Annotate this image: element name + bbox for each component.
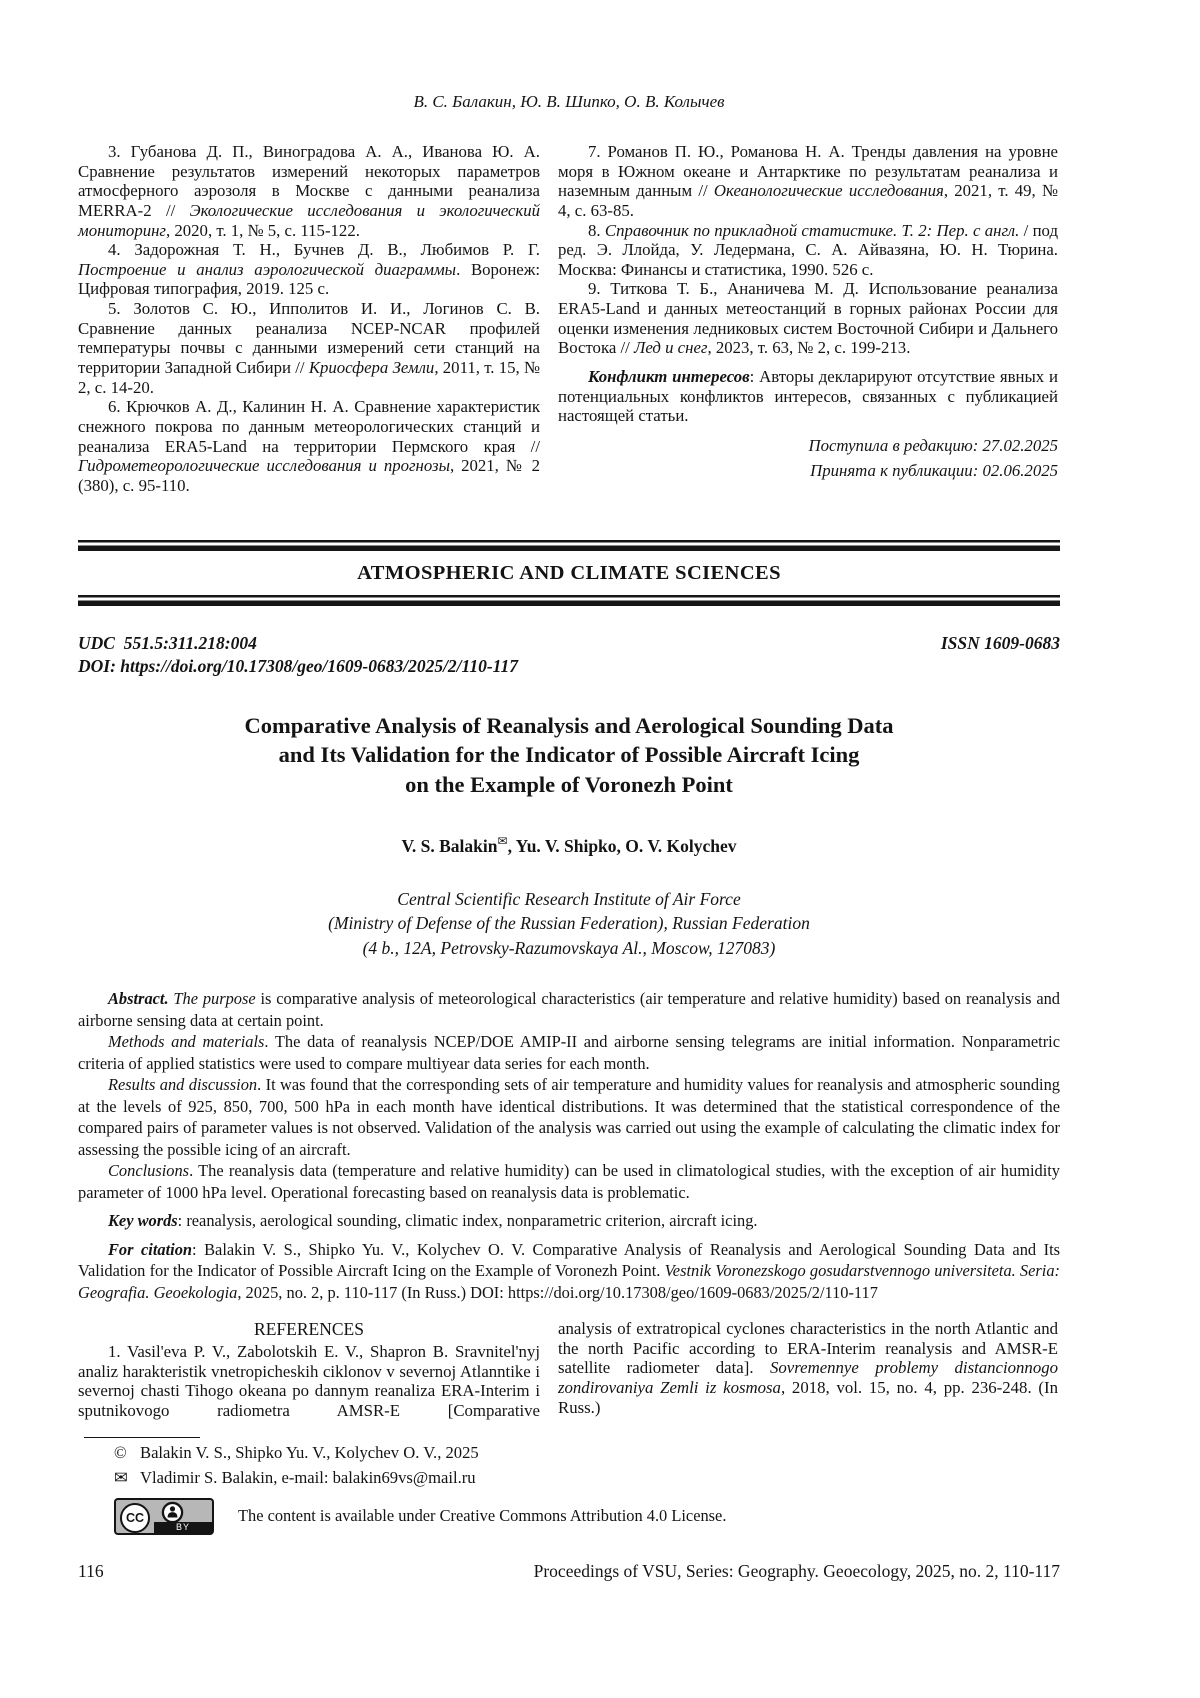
reference-item-ru-7: 7. Романов П. Ю., Романова Н. А. Тренды давления на уровне моря в Южном океане и Антарктике по результатам реанализа и наземным данным // Океанологические исследования, 2021, т. 49, № 4, с. 63-85. — [558, 142, 1058, 220]
reference-item-ru-3: 3. Губанова Д. П., Виноградова А. А., Иванова Ю. А. Сравнение результатов измерений некоторых параметров атмосферного аэрозоля в Москве с данными реанализа MERRA-2 // Экологические исследования и экологический мониторинг, 2020, т. 1, № 5, с. 115-122. — [78, 142, 540, 240]
issn-label: ISSN 1609-0683 — [940, 632, 1060, 653]
affiliation-line-2: (Ministry of Defense of the Russian Federation), Russian Federation — [328, 913, 810, 934]
abstract-purpose: Abstract. The purpose is comparative analysis of meteorological characteristics (air temperature and relative humidity) based on reanalysis and airborne sensing data at certain point. — [78, 989, 1061, 1030]
reference-item-en-1-part-1: 1. Vasil'eva P. V., Zabolotskih E. V., Shapron B. Sravnitel'nyj analiz harakteristik vnetropicheskih ciklonov v severnoj Atlanntike i severnoj chasti Tihogo okeana po dannym reanaliza ERA-Interim i sputnikovogo radiometra AMSR-E [Comparative — [78, 1342, 540, 1421]
copyright-text: Balakin V. S., Shipko Yu. V., Kolychev O. V., 2025 — [140, 1442, 479, 1462]
udc-label: UDC 551.5:311.218:004 — [78, 632, 257, 653]
reference-item-ru-6: 6. Крючков А. Д., Калинин Н. А. Сравнение характеристик снежного покрова по данным метеорологических станций и реанализа ERA5-Land на территории Пермского края // Гидрометеорологические исследования и прогнозы, 2021, № 2 (380), с. 95-110. — [78, 397, 540, 495]
affiliation — [78, 887, 1060, 961]
references-ru-left-column — [78, 142, 540, 496]
section-banner-title: ATMOSPHERIC AND CLIMATE SCIENCES — [357, 561, 781, 584]
contact-line — [114, 1468, 1060, 1488]
journal-page — [78, 0, 1060, 1582]
footnote-rule — [84, 1437, 200, 1438]
accepted-date: Принята к публикации: 02.06.2025 — [810, 460, 1058, 480]
license-text: The content is available under Creative Commons Attribution 4.0 License. — [238, 1506, 727, 1526]
authors-rest: , Yu. V. Shipko, O. V. Kolychev — [507, 835, 737, 856]
affiliation-line-3: (4 b., 12A, Petrovsky-Razumovskaya Al., Moscow, 127083) — [362, 937, 776, 958]
article-title-line-2: and Its Validation for the Indicator of Possible Aircraft Icing — [278, 742, 860, 768]
doi-label: DOI: https://doi.org/10.17308/geo/1609-0683/2025/2/110-117 — [78, 656, 518, 677]
references-ru-right-column — [558, 142, 1058, 496]
envelope-icon: ✉ — [497, 833, 508, 848]
abstract-results: Results and discussion. It was found that the corresponding sets of air temperature and humidity values for reanalysis and atmospheric sounding at the levels of 925, 850, 700, 500 hPa in each month have identical distributions. It was determined that the statistical correspondence of the compared pairs of parameter values is not observed. Validation of the analysis was carried out using the example of calculating the climatic index for assessing the possible icing of an aircraft. — [78, 1075, 1060, 1159]
page-number: 116 — [78, 1560, 104, 1581]
references-heading: REFERENCES — [254, 1319, 364, 1340]
license-row — [114, 1498, 1060, 1535]
copyright-line — [114, 1443, 1060, 1463]
article-title — [78, 711, 1060, 800]
keywords: Key words: reanalysis, aerological sounding, climatic index, nonparametric criterion, aircraft icing. — [108, 1211, 758, 1231]
cc-by-badge — [114, 1498, 214, 1535]
conflict-of-interest: Конфликт интересов: Авторы декларируют отсутствие явных и потенциальных конфликтов интересов, связанных с публикацией настоящей статьи. — [558, 367, 1058, 426]
article-title-line-1: Comparative Analysis of Reanalysis and Aerological Sounding Data — [244, 712, 894, 738]
references-en-right-column — [558, 1319, 1058, 1421]
envelope-icon: ✉ — [114, 1467, 128, 1487]
banner-rule-bottom — [78, 595, 1060, 606]
reference-item-en-1-part-2: analysis of extratropical cyclones characteristics in the north Atlantic and the north Pacific according to ERA-Interim reanalysis and AMSR-E satellite radiometer data]. Sovremennye problemy distancionnogo zondirovaniya Zemli iz kosmosa, 2018, vol. 15, no. 4, pp. 236-248. (In Russ.) — [558, 1319, 1058, 1417]
abstract-methods: Methods and materials. The data of reanalysis NCEP/DOE AMIP-II and airborne sensing telegrams are initial information. Nonparametric criteria of applied statistics were used to compare multiyear data series for each month. — [78, 1032, 1060, 1073]
affiliation-line-1: Central Scientific Research Institute of Air Force — [397, 888, 741, 909]
received-date: Поступила в редакцию: 27.02.2025 — [808, 435, 1058, 455]
article-title-line-3: on the Example of Voronezh Point — [405, 772, 733, 798]
author-lead: V. S. Balakin — [401, 835, 498, 856]
references-ru-columns — [78, 142, 1060, 496]
for-citation: For citation: Balakin V. S., Shipko Yu. V., Kolychev O. V. Comparative Analysis of Reanalysis and Aerological Sounding Data and Its Validation for the Indicator of Possible Aircraft Icing on the Example of Voronezh Point. Vestnik Voronezskogo gosudarstvennogo universiteta. Seria: Geografia. Geoekologia, 2025, no. 2, p. 110-117 (In Russ.) DOI: https://doi.org/10.17308/geo/1609-0683/2025/2/110-117 — [78, 1239, 1060, 1302]
references-en-section — [78, 1319, 1060, 1421]
article-meta — [78, 632, 1060, 679]
section-banner — [78, 540, 1060, 606]
cc-icon: CC — [120, 1503, 150, 1533]
page-footer — [78, 1561, 1060, 1582]
banner-rule-top — [78, 540, 1060, 551]
running-head-authors: В. С. Балакин, Ю. В. Шипко, О. В. Колычев — [413, 92, 725, 111]
abstract-conclusions: Conclusions. The reanalysis data (temperature and relative humidity) can be used in climatological studies, with the exception of air humidity parameter of 1000 hPa level. Operational forecasting based on reanalysis data is problematic. — [78, 1161, 1060, 1202]
journal-footer-line: Proceedings of VSU, Series: Geography. Geoecology, 2025, no. 2, 110-117 — [533, 1560, 1060, 1581]
references-en-left-column — [78, 1319, 540, 1421]
article-authors — [78, 833, 1060, 857]
reference-item-ru-5: 5. Золотов С. Ю., Ипполитов И. И., Логинов С. В. Сравнение данных реанализа NCEP-NCAR профилей температуры почвы с данными измерений сети станций на территории Западной Сибири // Криосфера Земли, 2011, т. 15, № 2, с. 14-20. — [78, 299, 540, 397]
abstract-block — [78, 988, 1060, 1303]
reference-item-ru-4: 4. Задорожная Т. Н., Бучнев Д. В., Любимов Р. Г. Построение и анализ аэрологической диаграммы. Воронеж: Цифровая типография, 2019. 125 с. — [78, 240, 541, 299]
copyright-icon: © — [114, 1442, 127, 1462]
reference-item-ru-8: 8. Справочник по прикладной статистике. Т. 2: Пер. с англ. / под ред. Э. Ллойда, У. Ледермана, С. А. Айвазяна, Ю. Н. Тюрина. Москва: Финансы и статистика, 1990. 526 с. — [558, 220, 1059, 279]
contact-text: Vladimir S. Balakin, e-mail: balakin69vs@mail.ru — [140, 1467, 476, 1487]
cc-by-label: BY — [154, 1522, 212, 1533]
reference-item-ru-9: 9. Титкова Т. Б., Ананичева М. Д. Использование реанализа ERA5-Land и данных метеостанций в горных районах России для оценки изменения ледниковых систем Восточной Сибири и Дальнего Востока // Лед и снег, 2023, т. 63, № 2, с. 199-213. — [558, 279, 1058, 358]
